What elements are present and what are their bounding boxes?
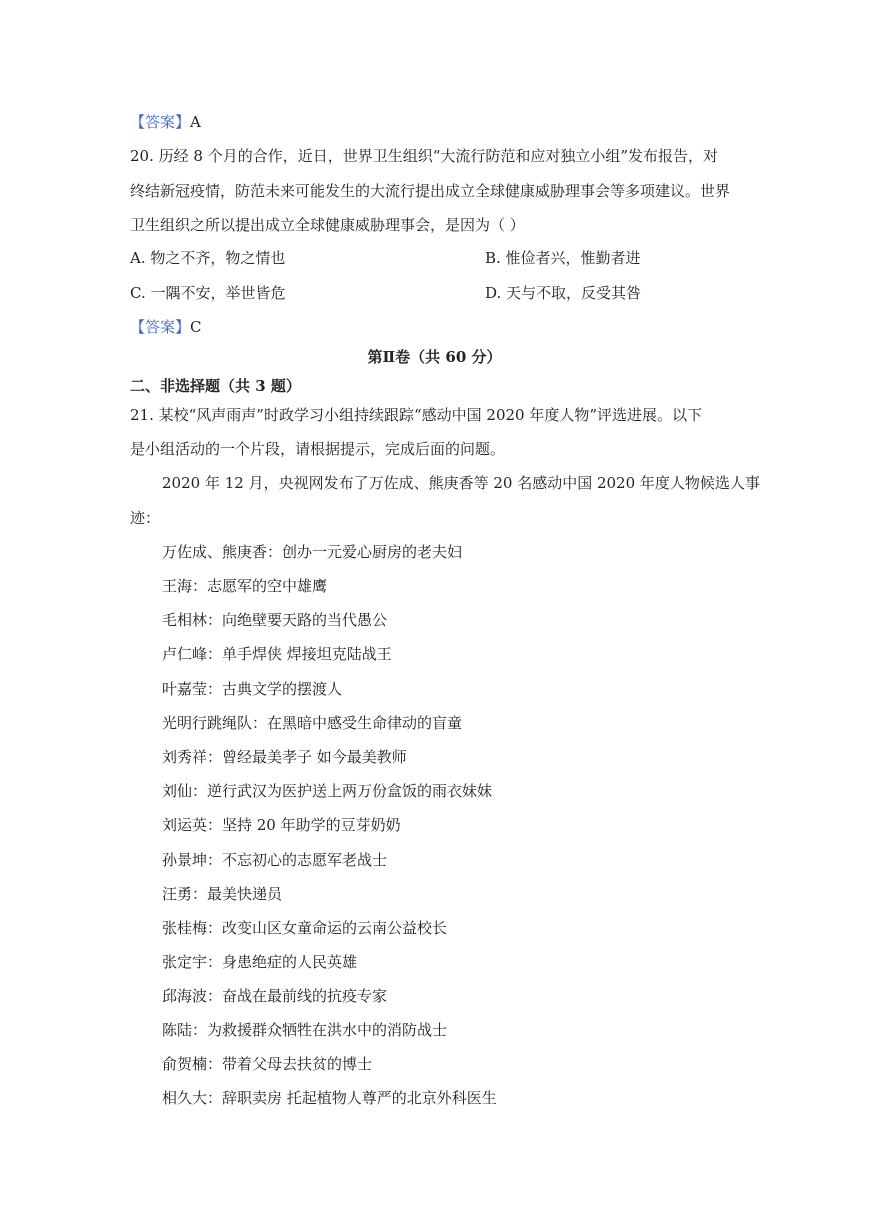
answer-value: A [190, 113, 201, 131]
candidate-item: 刘运英：坚持 20 年助学的豆芽奶奶 [162, 816, 401, 834]
option-a: A. 物之不齐，物之情也 [130, 249, 286, 267]
candidate-item: 邱海波：奋战在最前线的抗疫专家 [162, 987, 388, 1005]
paragraph-line-2: 迹： [130, 509, 161, 527]
section-title: 第Ⅱ卷（共 60 分） [367, 348, 502, 366]
answer-line [130, 112, 201, 132]
candidate-item: 光明行跳绳队：在黑暗中感受生命律动的盲童 [162, 714, 463, 732]
option-c: C. 一隅不安，举世皆危 [130, 284, 286, 302]
candidate-item: 刘秀祥：曾经最美孝子 如今最美教师 [162, 748, 407, 766]
section-subtitle: 二、非选择题（共 3 题） [130, 377, 301, 395]
candidate-item: 刘仙：逆行武汉为医护送上两万份盒饭的雨衣妹妹 [162, 782, 493, 800]
candidate-item: 王海：志愿军的空中雄鹰 [162, 577, 328, 595]
candidate-item: 陈陆：为救援群众牺牲在洪水中的消防战士 [162, 1021, 448, 1039]
question-20-line-1: 20. 历经 8 个月的合作，近日，世界卫生组织“大流行防范和应对独立小组”发布报告，对 [130, 147, 719, 165]
answer-label: 【答案】 [130, 318, 191, 336]
candidate-item: 张定宇：身患绝症的人民英雄 [162, 953, 358, 971]
candidate-item: 汪勇：最美快递员 [162, 885, 283, 903]
answer-label: 【答案】 [130, 113, 191, 131]
paragraph-line-1: 2020 年 12 月，央视网发布了万佐成、熊庚香等 20 名感动中国 2020 年度人物候选人事 [162, 474, 760, 492]
question-20-line-3: 卫生组织之所以提出成立全球健康威胁理事会，是因为（ ） [130, 216, 525, 234]
answer-line-20 [130, 317, 202, 337]
option-b: B. 惟俭者兴，惟勤者进 [485, 249, 641, 267]
answer-value: C [190, 318, 202, 336]
candidate-item: 万佐成、熊庚香：创办一元爱心厨房的老夫妇 [162, 543, 463, 561]
candidate-item: 张桂梅：改变山区女童命运的云南公益校长 [162, 919, 448, 937]
question-21-line-2: 是小组活动的一个片段，请根据提示，完成后面的问题。 [130, 440, 506, 458]
candidate-item: 叶嘉莹：古典文学的摆渡人 [162, 680, 343, 698]
candidate-item: 孙景坤：不忘初心的志愿军老战士 [162, 851, 388, 869]
candidate-item: 卢仁峰：单手焊侠 焊接坦克陆战王 [162, 645, 392, 663]
question-20-line-2: 终结新冠疫情，防范未来可能发生的大流行提出成立全球健康威胁理事会等多项建议。世界 [130, 182, 731, 200]
option-d: D. 天与不取，反受其咎 [485, 284, 642, 302]
question-21-line-1: 21. 某校“风声雨声”时政学习小组持续跟踪“感动中国 2020 年度人物”评选进展。以下 [130, 406, 703, 424]
candidate-item: 毛相林：向绝壁要天路的当代愚公 [162, 611, 388, 629]
candidate-item: 相久大：辞职卖房 托起植物人尊严的北京外科医生 [162, 1089, 497, 1107]
candidate-item: 俞贺楠：带着父母去扶贫的博士 [162, 1055, 373, 1073]
